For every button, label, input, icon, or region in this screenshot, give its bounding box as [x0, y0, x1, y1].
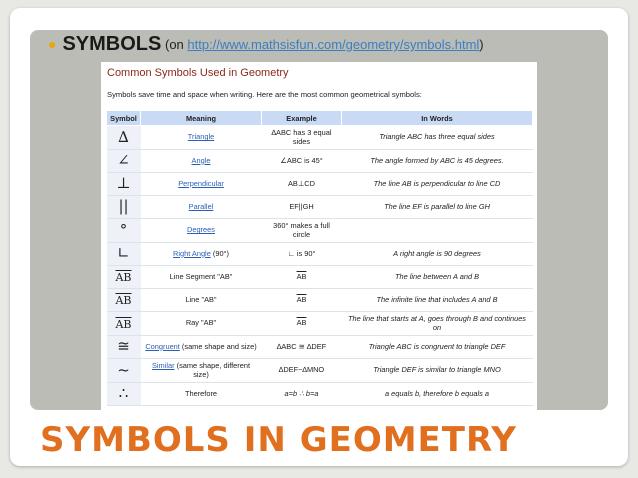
- meaning-extra: (same shape, different size): [176, 360, 251, 379]
- perpendicular-symbol: ⊥: [107, 173, 141, 196]
- bullet-title: SYMBOLS: [62, 33, 162, 55]
- table-row: [107, 150, 533, 173]
- example-cell: ∠ABC is 45°: [262, 150, 342, 173]
- angle-link[interactable]: Angle: [191, 155, 211, 165]
- table-row: [107, 312, 533, 336]
- congruent-symbol: ≅: [107, 336, 141, 359]
- header-example: Example: [262, 111, 342, 126]
- example-cell: 360° makes a full circle: [262, 219, 342, 243]
- right-angle-symbol: ∟: [107, 243, 141, 266]
- words-cell: The line AB is perpendicular to line CD: [342, 173, 533, 196]
- similar-link[interactable]: Similar: [151, 360, 175, 370]
- inset-intro: Symbols save time and space when writing. Here are the most common geometrical symbols:: [107, 90, 422, 99]
- screenshot-inset: [101, 62, 537, 410]
- congruent-link[interactable]: Congruent: [145, 341, 180, 351]
- table-header-row: [107, 111, 533, 126]
- meaning-extra: (90°): [212, 248, 229, 258]
- example-cell: AB⊥CD: [262, 173, 342, 196]
- table-row: [107, 196, 533, 219]
- example-cell: ∟ is 90°: [262, 243, 342, 266]
- bullet-line: [48, 33, 484, 56]
- example-cell: ∆ABC ≅ ∆DEF: [262, 336, 342, 359]
- example-cell: $\overline{AB}$: [262, 266, 342, 289]
- example-cell: $\overline{AB}$: [262, 289, 342, 312]
- paren-open: (on: [165, 37, 184, 52]
- parallel-link[interactable]: Parallel: [188, 201, 214, 211]
- words-cell: The line that starts at A, goes through B and continues on: [342, 312, 533, 336]
- words-cell: Triangle ABC has three equal sides: [342, 126, 533, 150]
- therefore-symbol: ∴: [107, 383, 141, 406]
- table-row: [107, 383, 533, 406]
- words-cell: The line between A and B: [342, 266, 533, 289]
- degrees-link[interactable]: Degrees: [187, 225, 215, 235]
- words-cell: A right angle is 90 degrees: [342, 243, 533, 266]
- example-cell: ∆ABC has 3 equal sides: [262, 126, 342, 150]
- table-row: [107, 266, 533, 289]
- line-symbol: $\overline{AB}$: [107, 289, 141, 312]
- meaning-cell: Ray "AB": [141, 312, 262, 336]
- words-cell: [342, 219, 533, 243]
- table-row: [107, 126, 533, 150]
- bullet-icon: ●: [48, 36, 57, 52]
- angle-symbol: ∠: [107, 150, 141, 173]
- similar-symbol: ~: [107, 359, 141, 383]
- table-row: [107, 359, 533, 383]
- header-meaning: Meaning: [141, 111, 262, 126]
- table-row: [107, 336, 533, 359]
- table-row: [107, 219, 533, 243]
- table-row: [107, 173, 533, 196]
- right-angle-link[interactable]: Right Angle: [173, 248, 211, 258]
- words-cell: The angle formed by ABC is 45 degrees.: [342, 150, 533, 173]
- paren-close: ): [479, 37, 484, 52]
- meaning-cell: Line "AB": [141, 289, 262, 312]
- example-cell: $\overline{AB}$: [262, 312, 342, 336]
- symbols-table: [106, 110, 533, 406]
- example-cell: ∆DEF~∆MNO: [262, 359, 342, 383]
- header-symbol: Symbol: [107, 111, 141, 126]
- meaning-extra: (same shape and size): [181, 341, 257, 351]
- degrees-symbol: °: [107, 219, 141, 243]
- words-cell: Triangle DEF is similar to triangle MNO: [342, 359, 533, 383]
- triangle-link[interactable]: Triangle: [187, 132, 215, 142]
- slide-title: SYMBOLS IN GEOMETRY: [40, 420, 517, 460]
- table-row: [107, 243, 533, 266]
- meaning-cell: Therefore: [141, 383, 262, 406]
- table-row: [107, 289, 533, 312]
- words-cell: The line EF is parallel to line GH: [342, 196, 533, 219]
- header-in-words: In Words: [342, 111, 533, 126]
- perpendicular-link[interactable]: Perpendicular: [178, 178, 224, 188]
- source-link[interactable]: http://www.mathsisfun.com/geometry/symbols.html: [187, 37, 480, 52]
- example-cell: EF||GH: [262, 196, 342, 219]
- words-cell: Triangle ABC is congruent to triangle DEF: [342, 336, 533, 359]
- line-segment-symbol: $\overline{AB}$: [107, 266, 141, 289]
- meaning-cell: Line Segment "AB": [141, 266, 262, 289]
- example-cell: a=b ∴ b=a: [262, 383, 342, 406]
- words-cell: The infinite line that includes A and B: [342, 289, 533, 312]
- ray-symbol: $\overline{AB}$: [107, 312, 141, 336]
- inset-title: Common Symbols Used in Geometry: [107, 67, 289, 79]
- words-cell: a equals b, therefore b equals a: [342, 383, 533, 406]
- triangle-symbol: ∆: [107, 126, 141, 150]
- parallel-symbol: ||: [107, 196, 141, 219]
